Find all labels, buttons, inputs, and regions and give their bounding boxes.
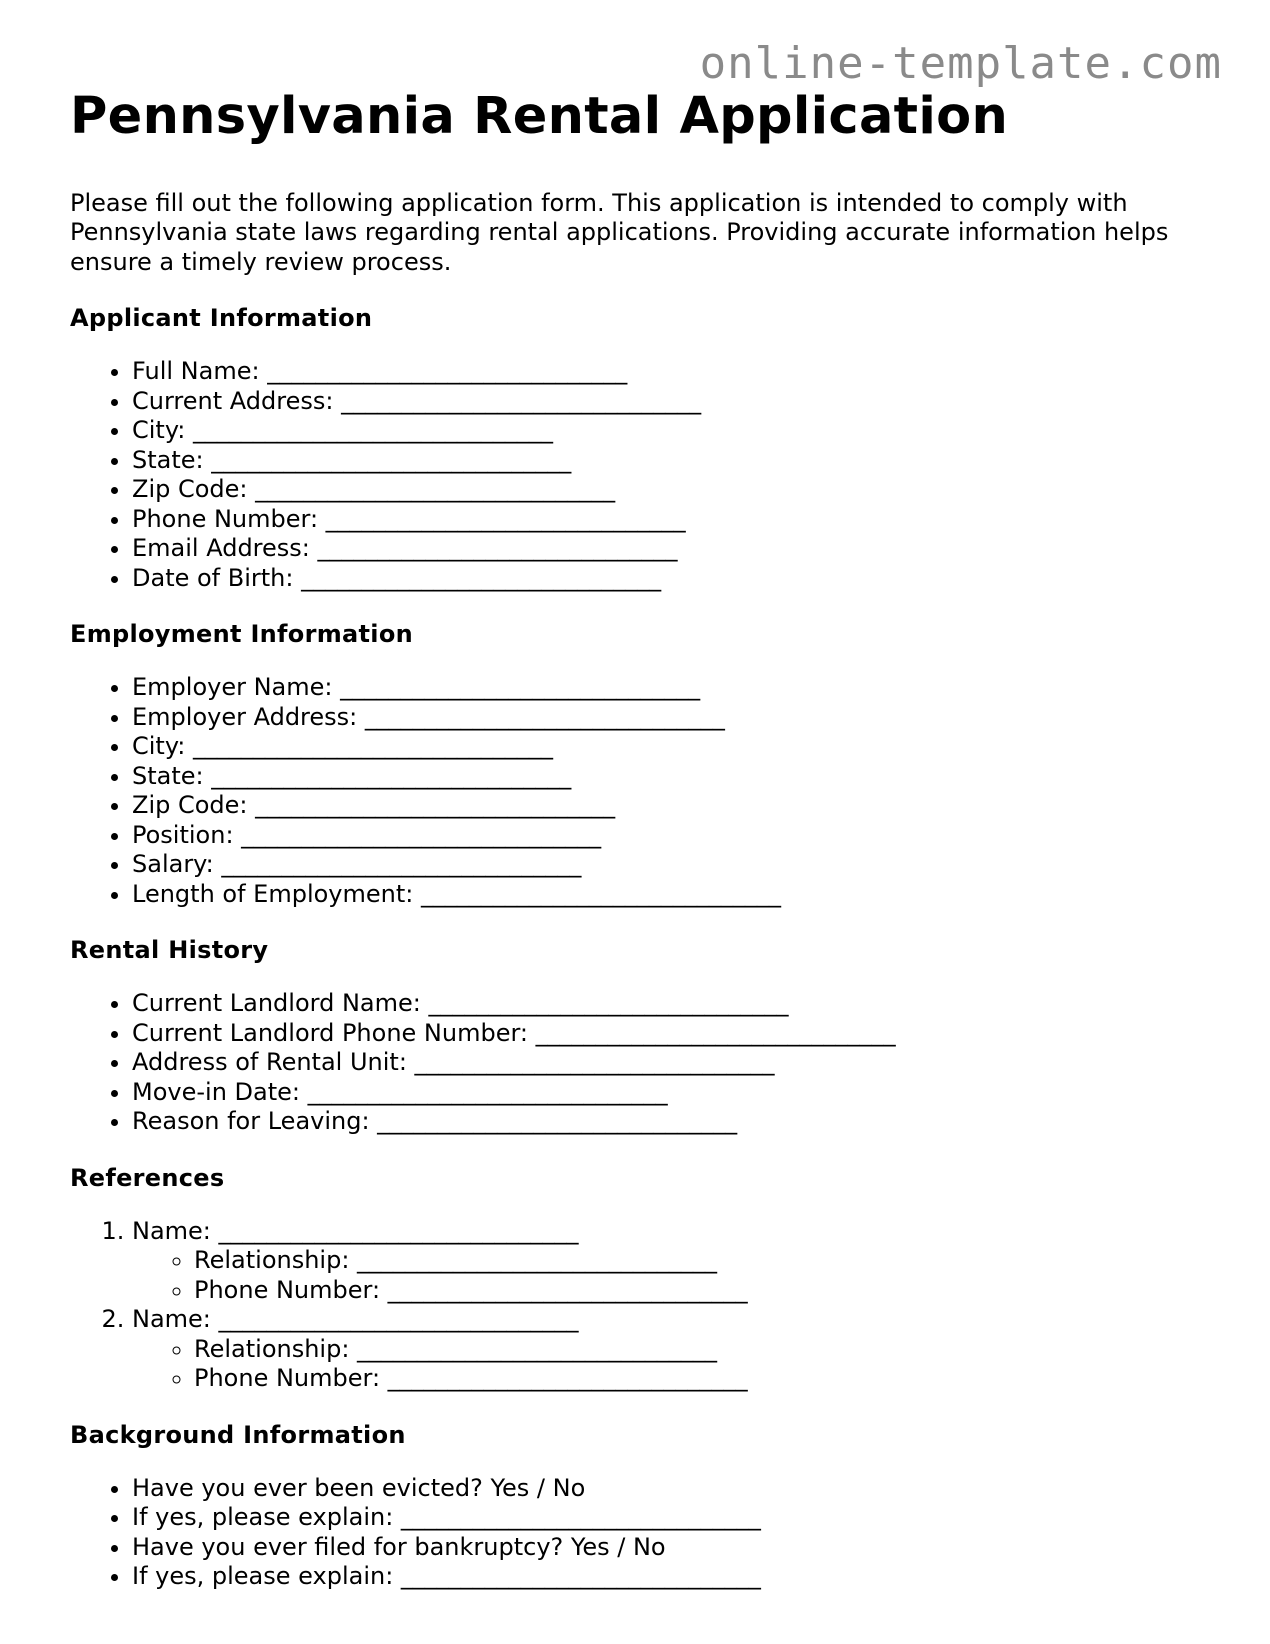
field-employer-address[interactable]: • Employer Address: ______________________________ bbox=[132, 703, 1220, 733]
field-employer-city[interactable]: • City: ______________________________ bbox=[132, 732, 1220, 762]
field-employer-name[interactable]: • Employer Name: ______________________________ bbox=[132, 673, 1220, 703]
field-list bbox=[70, 357, 1220, 593]
field-employer-state[interactable]: • State: ______________________________ bbox=[132, 762, 1220, 792]
section-heading: Employment Information bbox=[70, 620, 413, 649]
field-reference-name[interactable]: Name: ______________________________ bbox=[132, 1305, 579, 1334]
section-heading: Applicant Information bbox=[70, 304, 373, 333]
field-state[interactable]: • State: ______________________________ bbox=[132, 446, 1220, 476]
field-landlord-phone[interactable]: • Current Landlord Phone Number: ______________________________ bbox=[132, 1019, 1220, 1049]
field-list bbox=[70, 989, 1220, 1137]
field-current-address[interactable]: • Current Address: ______________________________ bbox=[132, 387, 1220, 417]
rental-history-section bbox=[70, 935, 1220, 1137]
page-title: Pennsylvania Rental Application bbox=[70, 87, 1009, 146]
section-heading: Rental History bbox=[70, 936, 269, 965]
field-bankruptcy-explanation[interactable]: • If yes, please explain: ______________________________ bbox=[132, 1562, 1220, 1592]
field-list bbox=[70, 673, 1220, 909]
employment-section bbox=[70, 619, 1220, 909]
question-bankruptcy[interactable]: • Have you ever filed for bankruptcy? Yes / No bbox=[132, 1533, 1220, 1563]
field-reference-phone[interactable]: ◦ Phone Number: ______________________________ bbox=[194, 1276, 1220, 1306]
field-length-of-employment[interactable]: • Length of Employment: ______________________________ bbox=[132, 880, 1220, 910]
reference-details bbox=[132, 1335, 1220, 1394]
field-zip-code[interactable]: • Zip Code: ______________________________ bbox=[132, 475, 1220, 505]
section-heading: Background Information bbox=[70, 1420, 406, 1449]
reference-item bbox=[132, 1305, 1220, 1394]
field-full-name[interactable]: • Full Name: ______________________________ bbox=[132, 357, 1220, 387]
field-landlord-name[interactable]: • Current Landlord Name: ______________________________ bbox=[132, 989, 1220, 1019]
field-reference-relationship[interactable]: ◦ Relationship: ______________________________ bbox=[194, 1335, 1220, 1365]
field-list bbox=[70, 1474, 1220, 1592]
section-heading: References bbox=[70, 1163, 225, 1192]
field-email-address[interactable]: • Email Address: ______________________________ bbox=[132, 534, 1220, 564]
field-rental-unit-address[interactable]: • Address of Rental Unit: ______________________________ bbox=[132, 1048, 1220, 1078]
field-salary[interactable]: • Salary: ______________________________ bbox=[132, 850, 1220, 880]
reference-details bbox=[132, 1246, 1220, 1305]
field-date-of-birth[interactable]: • Date of Birth: ______________________________ bbox=[132, 564, 1220, 594]
field-eviction-explanation[interactable]: • If yes, please explain: ______________________________ bbox=[132, 1503, 1220, 1533]
field-reference-relationship[interactable]: ◦ Relationship: ______________________________ bbox=[194, 1246, 1220, 1276]
field-reference-phone[interactable]: ◦ Phone Number: ______________________________ bbox=[194, 1364, 1220, 1394]
question-evicted[interactable]: • Have you ever been evicted? Yes / No bbox=[132, 1474, 1220, 1504]
reference-item bbox=[132, 1217, 1220, 1306]
field-reason-for-leaving[interactable]: • Reason for Leaving: ______________________________ bbox=[132, 1107, 1220, 1137]
references-section bbox=[70, 1163, 1220, 1394]
reference-list bbox=[70, 1217, 1220, 1394]
background-section bbox=[70, 1420, 1220, 1592]
field-move-in-date[interactable]: • Move-in Date: ______________________________ bbox=[132, 1078, 1220, 1108]
applicant-section bbox=[70, 303, 1220, 593]
field-position[interactable]: • Position: ______________________________ bbox=[132, 821, 1220, 851]
intro-paragraph: Please fill out the following application form. This application is intended to comply with Pennsylvania state laws regarding rental applications. Providing accurate information helps ensure a timely review process. bbox=[70, 188, 1169, 276]
field-city[interactable]: • City: ______________________________ bbox=[132, 416, 1220, 446]
field-employer-zip-code[interactable]: • Zip Code: ______________________________ bbox=[132, 791, 1220, 821]
document-page bbox=[70, 88, 1220, 1592]
field-phone-number[interactable]: • Phone Number: ______________________________ bbox=[132, 505, 1220, 535]
field-reference-name[interactable]: Name: ______________________________ bbox=[132, 1216, 579, 1245]
watermark: online-template.com bbox=[699, 38, 1222, 89]
